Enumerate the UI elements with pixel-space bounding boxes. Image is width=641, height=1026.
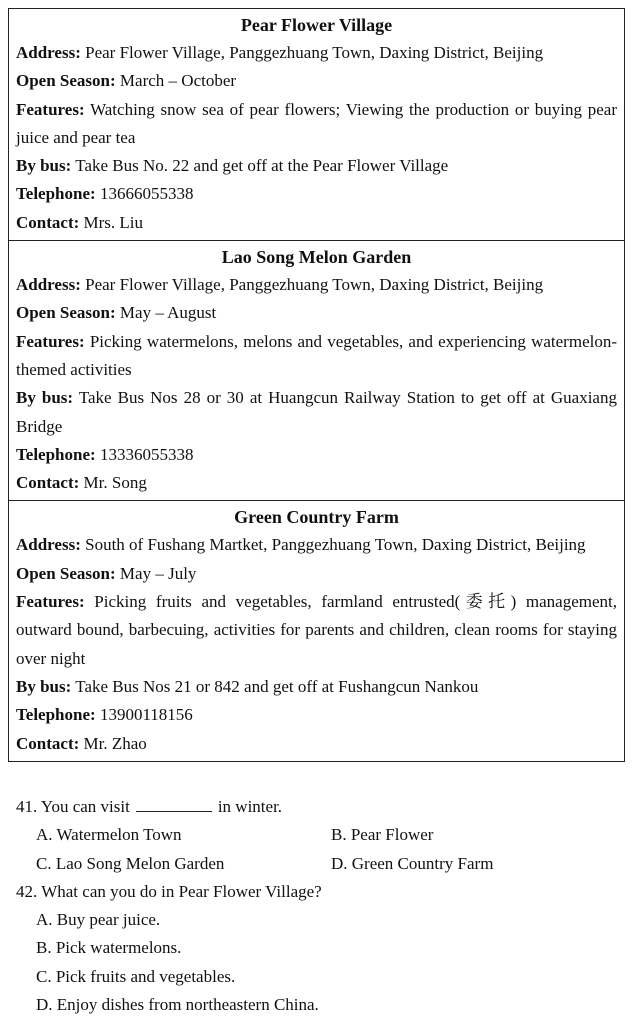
attractions-table bbox=[8, 8, 625, 762]
row-value: March – October bbox=[119, 71, 237, 91]
row-label: Open Season bbox=[16, 71, 110, 91]
label-separator: : bbox=[75, 43, 81, 62]
row-value: South of Fushang Martket, Panggezhuang Town, Daxing District, Beijing bbox=[85, 535, 586, 555]
row-label: Open Season bbox=[16, 303, 110, 323]
row-value: Take Bus Nos 28 or 30 at Huangcun Railway Station to get off at Guaxiang Bridge bbox=[16, 388, 617, 436]
option-c[interactable]: C. Pick fruits and vegetables. bbox=[36, 966, 236, 986]
row-label: Features bbox=[16, 331, 79, 351]
by-bus-row bbox=[16, 384, 617, 441]
row-value: Take Bus No. 22 and get off at the Pear Flower Village bbox=[75, 156, 449, 176]
row-label: Address bbox=[16, 535, 76, 555]
option-b[interactable]: B. Pick watermelons. bbox=[36, 938, 182, 958]
row-value: Picking fruits and vegetables, farmland entrusted(委托) management, outward bound, barbecuing, activities for parents and children, clean rooms for staying over night bbox=[16, 592, 618, 668]
label-separator: : bbox=[65, 676, 72, 696]
option-a[interactable]: A. Watermelon Town bbox=[36, 825, 182, 845]
row-value: Pear Flower Village, Panggezhuang Town, Daxing District, Beijing bbox=[85, 275, 544, 295]
label-separator: : bbox=[110, 563, 116, 583]
open-season-row bbox=[16, 560, 617, 588]
row-value: 13666055338 bbox=[99, 184, 194, 204]
label-separator: : bbox=[110, 303, 116, 323]
row-label: Telephone bbox=[16, 705, 91, 725]
options-row bbox=[16, 821, 626, 849]
section-pear-flower-village bbox=[9, 9, 624, 241]
label-separator: : bbox=[90, 705, 96, 725]
label-separator: : bbox=[75, 535, 81, 555]
section-green-country-farm bbox=[9, 501, 624, 760]
address-row bbox=[16, 271, 617, 299]
row-label: By bus bbox=[16, 388, 68, 408]
section-title: Lao Song Melon Garden bbox=[221, 247, 412, 268]
address-row bbox=[16, 531, 617, 559]
row-value: Mrs. Liu bbox=[83, 212, 144, 232]
row-label: By bus bbox=[16, 156, 66, 176]
label-separator: : bbox=[78, 99, 85, 119]
label-separator: : bbox=[73, 473, 80, 493]
row-value: Picking watermelons, melons and vegetables, and experiencing watermelon-themed activities bbox=[16, 331, 617, 379]
row-value: Mr. Zhao bbox=[83, 733, 147, 753]
row-value: Pear Flower Village, Panggezhuang Town, Daxing District, Beijing bbox=[85, 43, 544, 62]
question-41 bbox=[16, 793, 626, 821]
label-separator: : bbox=[73, 212, 80, 232]
option-b[interactable]: B. Pear Flower bbox=[331, 825, 434, 845]
by-bus-row bbox=[16, 673, 617, 701]
telephone-row bbox=[16, 441, 617, 469]
row-label: Address bbox=[16, 275, 76, 295]
row-label: Address bbox=[16, 43, 76, 62]
options-row bbox=[16, 850, 626, 878]
features-row bbox=[16, 328, 617, 385]
section-title: Green Country Farm bbox=[234, 507, 399, 528]
label-separator: : bbox=[78, 331, 85, 351]
label-separator: : bbox=[73, 733, 80, 753]
telephone-row bbox=[16, 701, 617, 729]
row-label: Telephone bbox=[16, 444, 91, 464]
label-separator: : bbox=[78, 592, 85, 612]
question-number: 41. bbox=[16, 797, 38, 816]
question-text-before: You can visit bbox=[40, 797, 130, 816]
option-a[interactable]: A. Buy pear juice. bbox=[36, 910, 161, 930]
contact-row bbox=[16, 209, 617, 237]
label-separator: : bbox=[90, 184, 96, 204]
label-separator: : bbox=[110, 71, 116, 91]
features-row bbox=[16, 588, 617, 673]
row-label: Contact bbox=[16, 212, 74, 232]
question-text-after: in winter. bbox=[217, 797, 283, 816]
option-d[interactable]: D. Green Country Farm bbox=[331, 853, 494, 873]
row-value: Take Bus Nos 21 or 842 and get off at Fushangcun Nankou bbox=[75, 676, 479, 696]
row-value: Watching snow sea of pear flowers; Viewing the production or buying pear juice and pear tea bbox=[16, 99, 617, 147]
option-c[interactable]: C. Lao Song Melon Garden bbox=[36, 853, 225, 873]
answer-blank[interactable] bbox=[136, 797, 212, 812]
row-label: Contact bbox=[16, 473, 74, 493]
label-separator: : bbox=[90, 444, 96, 464]
row-label: Features bbox=[16, 592, 79, 612]
label-separator: : bbox=[75, 275, 81, 295]
address-row bbox=[16, 39, 617, 67]
row-value: 13336055338 bbox=[99, 444, 194, 464]
questions bbox=[16, 793, 626, 1019]
by-bus-row bbox=[16, 152, 617, 180]
question-text: What can you do in Pear Flower Village? bbox=[41, 881, 322, 901]
row-label: Telephone bbox=[16, 184, 91, 204]
telephone-row bbox=[16, 180, 617, 208]
open-season-row bbox=[16, 299, 617, 327]
section-title: Pear Flower Village bbox=[240, 15, 393, 35]
label-separator: : bbox=[67, 388, 74, 408]
row-value: May – July bbox=[119, 563, 197, 583]
row-value: May – August bbox=[119, 303, 217, 323]
row-label: By bus bbox=[16, 676, 66, 696]
row-label: Features bbox=[16, 99, 79, 119]
question-number: 42. bbox=[16, 881, 38, 901]
row-label: Contact bbox=[16, 733, 74, 753]
row-value: Mr. Song bbox=[83, 473, 147, 493]
section-lao-song-melon-garden bbox=[9, 241, 624, 501]
contact-row bbox=[16, 730, 617, 758]
features-row bbox=[16, 96, 617, 153]
option-d[interactable]: D. Enjoy dishes from northeastern China. bbox=[36, 995, 319, 1015]
row-value: 13900118156 bbox=[99, 705, 193, 725]
row-label: Open Season bbox=[16, 563, 110, 583]
question-42 bbox=[16, 878, 626, 906]
label-separator: : bbox=[65, 156, 72, 176]
contact-row bbox=[16, 469, 617, 497]
open-season-row bbox=[16, 67, 617, 95]
